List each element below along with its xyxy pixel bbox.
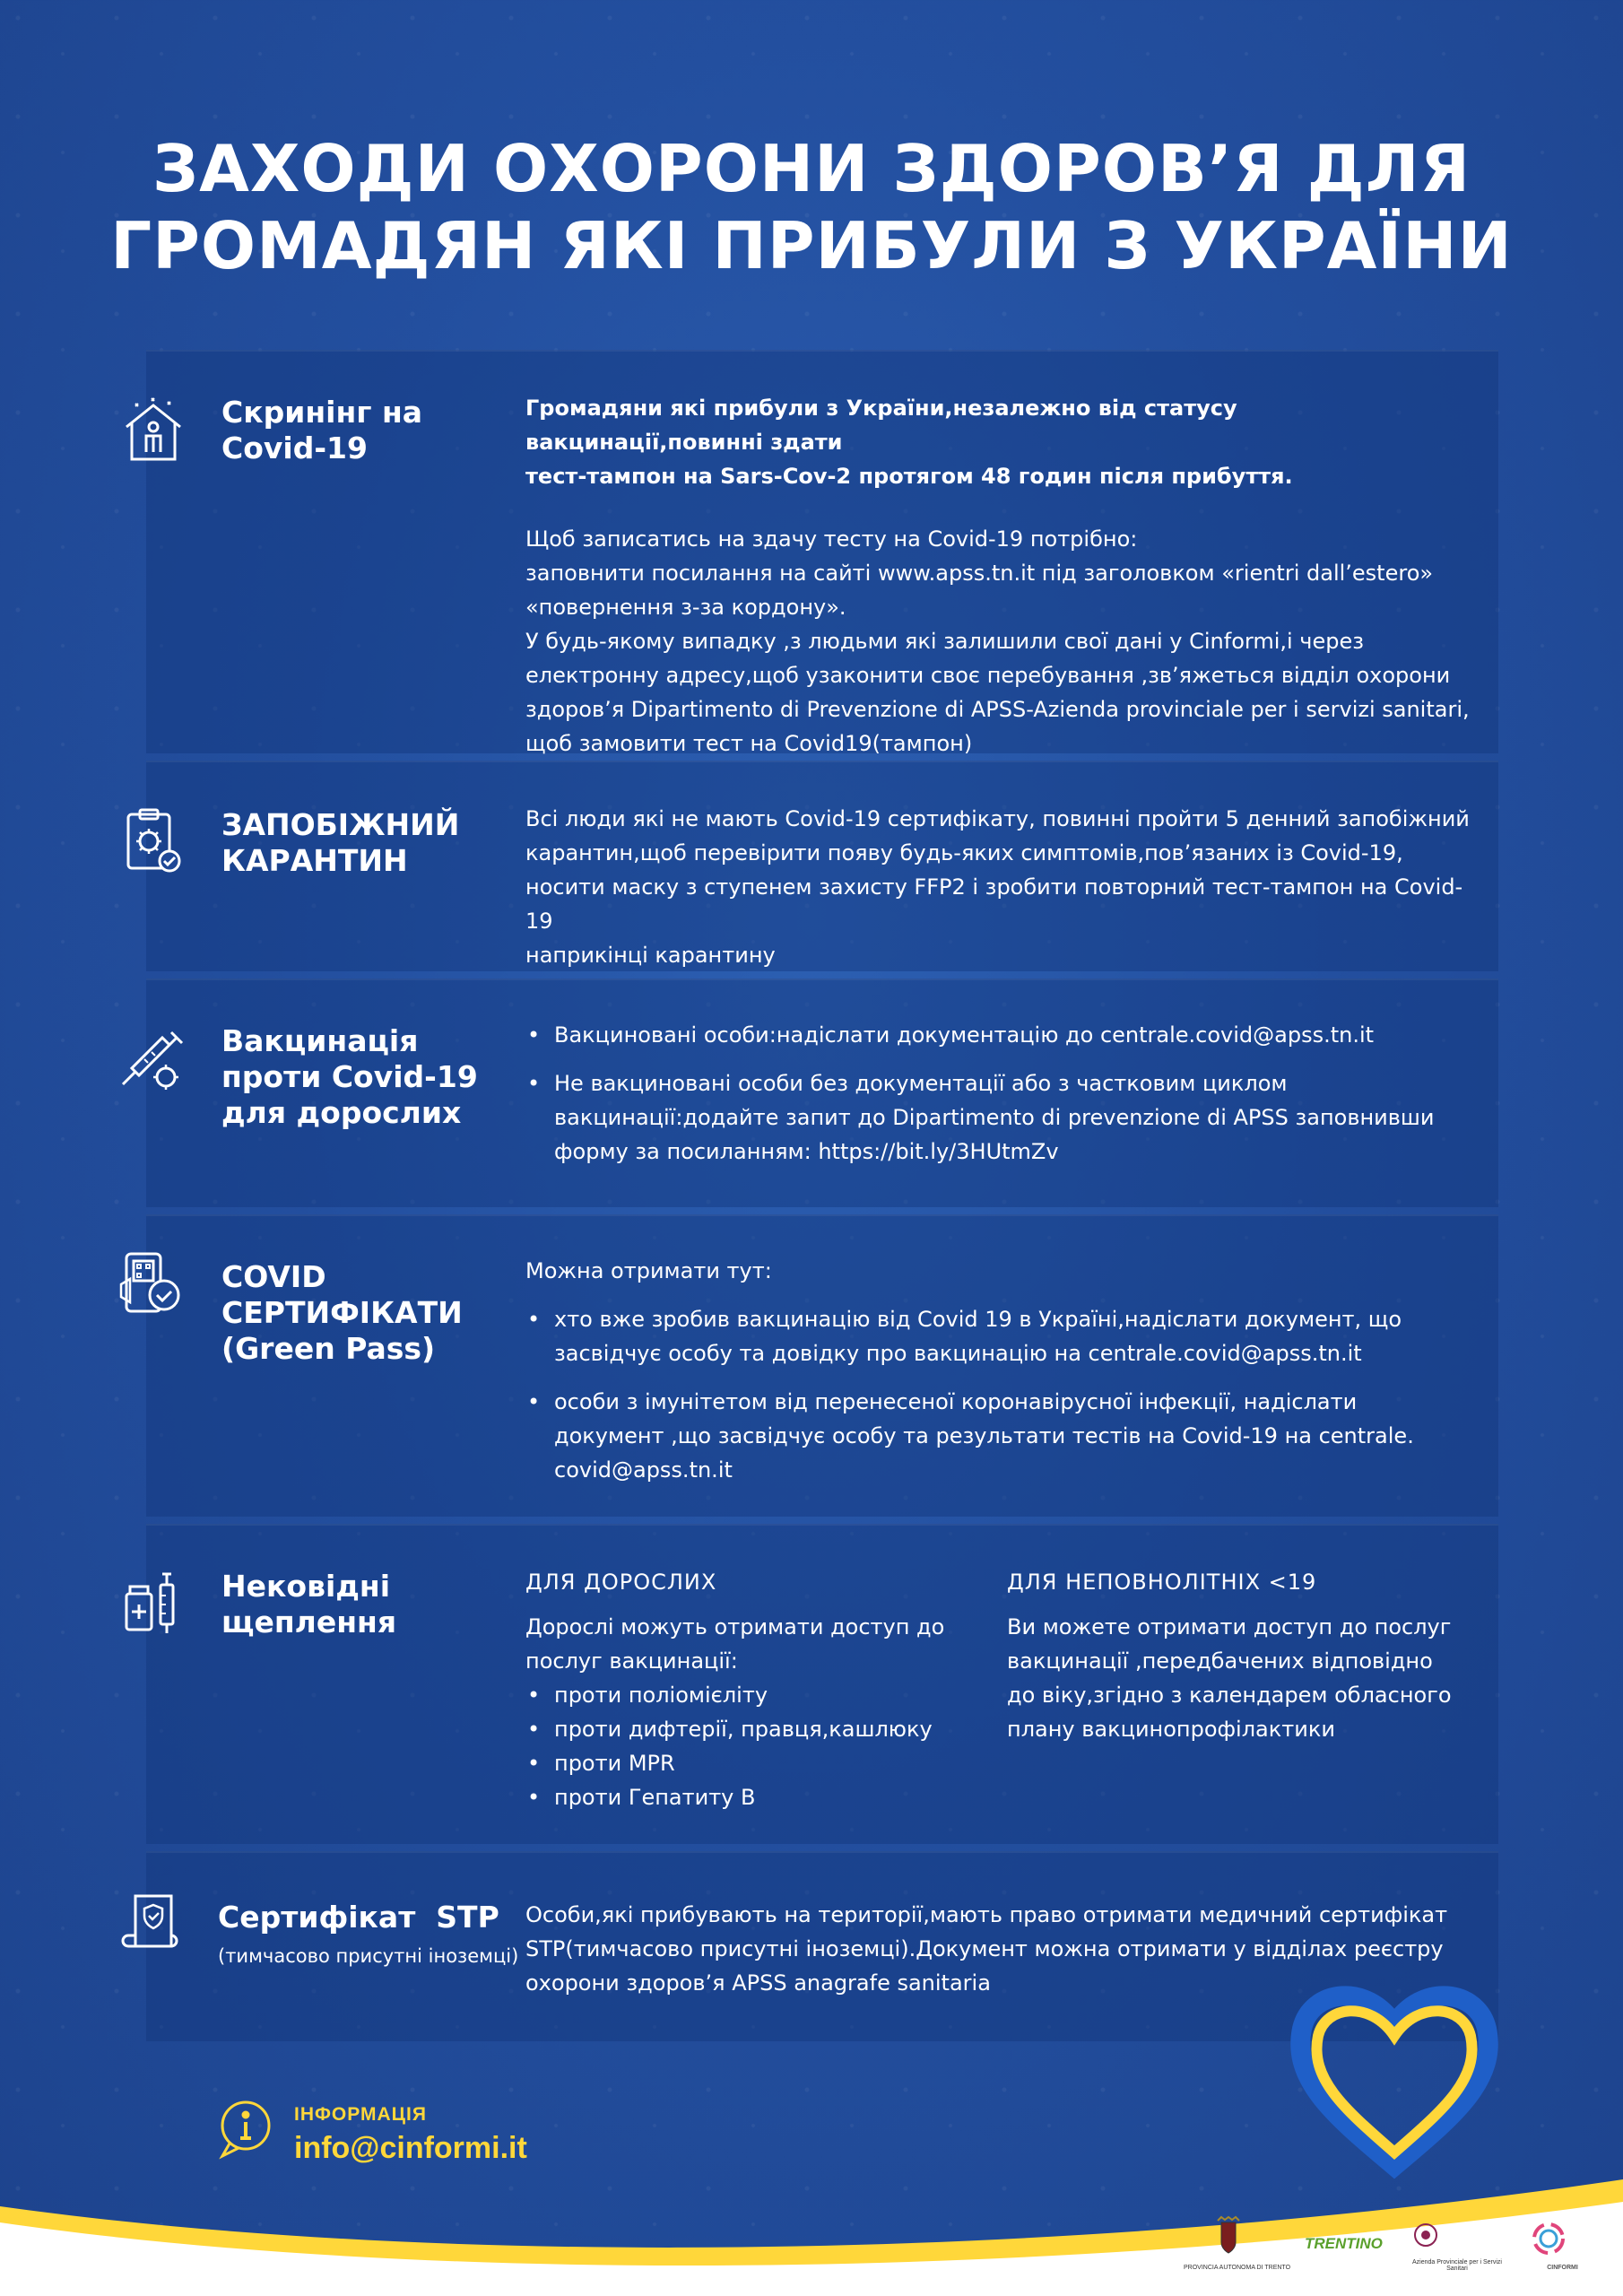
logo-provincia-trento <box>1184 2215 1291 2278</box>
screening-line: електронну адресу,щоб узаконити своє перебування ,зв’яжеться відділ охорони <box>525 663 1451 688</box>
minors-line: вакцинації ,передбачених відповідно <box>1007 1648 1433 1674</box>
page-title <box>0 130 1623 284</box>
certificates-bullet1-line2: засвідчує особу та довідку про вакцинацію на centrale.covid@apss.tn.it <box>554 1341 1362 1366</box>
quarantine-line: Всі люди які не мають Covid-19 сертифікату, повинні пройти 5 денний запобіжний <box>525 806 1470 831</box>
section-certificates-title <box>221 1259 490 1367</box>
syringe-virus-icon <box>117 1025 189 1097</box>
info-label: ІНФОРМАЦІЯ <box>294 2104 427 2125</box>
mandatory-adults-column <box>525 1565 992 1814</box>
screening-bold-line2: тест-тампон на Sars-Cov-2 протягом 48 годин після прибуття. <box>525 464 1293 489</box>
certificates-intro: Можна отримати тут: <box>525 1258 772 1283</box>
screening-bold-line1: Громадяни які прибули з України,незалежно від статусу вакцинації,повинні здати <box>525 396 1237 455</box>
mandatory-title-line2: щеплення <box>221 1605 397 1639</box>
logo-cinformi <box>1529 2215 1596 2278</box>
adults-vaccine-item: • проти Гепатиту В <box>525 1780 992 1814</box>
vaccination-bullet2-line1: • Не вакциновані особи без документації або з частковим циклом <box>554 1071 1288 1096</box>
vaccination-bullet1-text: Вакциновані особи:надіслати документацію до centrale.covid@apss.tn.it <box>554 1022 1375 1048</box>
screening-line: щоб замовити тест на Covid19(тампон) <box>525 731 973 756</box>
screening-line: У будь-якому випадку ,з людьми які залишили свої дані у Cinformi,і через <box>525 629 1365 654</box>
certificates-bullet2-line2: документ ,що засвідчує особу та результати тестів на Covid-19 на centrale. <box>554 1423 1414 1448</box>
vaccine-vials-icon <box>117 1567 189 1639</box>
section-quarantine <box>146 761 1498 971</box>
vaccination-title-line2: проти Covid-19 <box>221 1059 478 1094</box>
partner-logos <box>1184 2215 1596 2278</box>
logo-trentino-text: TRENTINO <box>1305 2235 1383 2252</box>
screening-title-line2: Covid-19 <box>221 430 368 465</box>
quarantine-line: носити маску з ступенем захисту FFP2 і зробити повторний тест-тампон на Covid-19 <box>525 874 1463 934</box>
adults-vaccine-item: • проти дифтерії, правця,кашлюку <box>525 1712 992 1746</box>
adults-line1: Дорослі можуть отримати доступ до <box>525 1614 945 1639</box>
screening-line: «повернення з-за кордону». <box>525 595 846 620</box>
certificates-bullet1-line1: • хто вже зробив вакцинацію від Covid 19 в Україні,надіслати документ, що <box>554 1307 1402 1332</box>
section-screening-body <box>525 391 1476 761</box>
certificates-title-line2: СЕРТИФІКАТИ <box>221 1295 463 1330</box>
vaccination-bullet2-line2: вакцинації:додайте запит до Dipartimento di prevenzione di APSS заповнивши <box>554 1105 1435 1130</box>
page-title-line2: ГРОМАДЯН ЯКІ ПРИБУЛИ З УКРАЇНИ <box>110 208 1513 283</box>
section-mandatory <box>146 1524 1498 1844</box>
adults-vaccine-item: • проти MPR <box>525 1746 992 1780</box>
house-person-icon <box>117 395 189 466</box>
certificates-title-line3: (Green Pass) <box>221 1331 436 1366</box>
section-certificates-body <box>525 1254 1476 1487</box>
section-stp-title <box>218 1900 523 1970</box>
stp-line: STP(тимчасово присутні іноземці).Документ можна отримати у відділах реєстру <box>525 1936 1444 1961</box>
adults-line2: послуг вакцинації: <box>525 1648 738 1674</box>
quarantine-line: наприкінці карантину <box>525 943 776 968</box>
section-screening <box>146 350 1498 756</box>
logo-apss <box>1408 2215 1506 2278</box>
section-screening-title <box>221 395 490 466</box>
section-vaccination-title <box>221 1023 490 1131</box>
stp-line: охорони здоров’я APSS anagrafe sanitaria <box>525 1970 991 1996</box>
logo-cinformi-text: CINFORMI <box>1547 2265 1578 2271</box>
screening-line: здоров’я Dipartimento di Prevenzione di APSS-Azienda provinciale per i servizi sanitari, <box>525 697 1470 722</box>
screening-line: Щоб записатись на здачу тесту на Covid-19 потрібно: <box>525 526 1138 552</box>
adults-heading: ДЛЯ ДОРОСЛИХ <box>525 1570 717 1595</box>
mandatory-minors-column <box>1007 1565 1473 1746</box>
section-quarantine-body <box>525 802 1476 972</box>
screening-title-line1: Скринінг на <box>221 395 423 430</box>
minors-line: до віку,згідно з календарем обласного <box>1007 1683 1452 1708</box>
page-title-line1: ЗАХОДИ ОХОРОНИ ЗДОРОВ’Я ДЛЯ <box>152 131 1471 206</box>
vaccination-bullet2-line3: форму за посиланням: https://bit.ly/3HUtmZv <box>554 1139 1059 1164</box>
info-speech-bubble-icon <box>213 2097 278 2161</box>
section-mandatory-title <box>221 1569 490 1640</box>
section-vaccination <box>146 978 1498 1207</box>
certificates-bullet <box>525 1385 1476 1487</box>
section-vaccination-body <box>525 1018 1476 1169</box>
certificates-bullet2-line1: • особи з імунітетом від перенесеної коронавірусної інфекції, надіслати <box>554 1389 1358 1414</box>
phone-certificate-icon <box>117 1248 189 1320</box>
logo-trentino <box>1305 2215 1383 2278</box>
quarantine-title-line2: КАРАНТИН <box>221 843 408 878</box>
stp-line: Особи,які прибувають на території,мають право отримати медичний сертифікат <box>525 1902 1448 1927</box>
adults-vaccine-item: • проти поліомієліту <box>525 1678 992 1712</box>
ukraine-heart-emblem <box>1282 1973 1506 2179</box>
certificates-bullet2-line3: covid@apss.tn.it <box>554 1457 733 1483</box>
logo-apss-text: Azienda Provinciale per i Servizi Sanitari <box>1412 2259 1502 2272</box>
section-quarantine-title <box>221 807 490 879</box>
screening-line: заповнити посилання на сайті www.apss.tn.it під заголовком «rientri dall’estero» <box>525 561 1434 586</box>
minors-line: Ви можете отримати доступ до послуг <box>1007 1614 1452 1639</box>
quarantine-line: карантин,щоб перевірити появу будь-яких симптомів,пов’язаних із Covid-19, <box>525 840 1403 865</box>
section-certificates <box>146 1214 1498 1517</box>
vaccination-bullet <box>525 1018 1476 1052</box>
minors-heading: ДЛЯ НЕПОВНОЛІТНІХ <19 <box>1007 1570 1317 1595</box>
certificates-bullet <box>525 1302 1476 1370</box>
vaccination-bullet <box>525 1066 1476 1169</box>
minors-line: плану вакцинопрофілактики <box>1007 1717 1335 1742</box>
info-email-link[interactable]: info@cinformi.it <box>294 2131 527 2165</box>
certificate-scroll-icon <box>117 1889 189 1961</box>
stp-subtitle: (тимчасово присутні іноземці) <box>218 1945 519 1967</box>
certificates-title-line1: COVID <box>221 1259 326 1294</box>
logo-provincia-text: PROVINCIA AUTONOMA DI TRENTO <box>1184 2265 1291 2271</box>
stp-title: Сертифікат STP <box>218 1900 499 1935</box>
mandatory-title-line1: Нековідні <box>221 1569 391 1604</box>
clipboard-virus-icon <box>117 805 189 877</box>
vaccination-title-line3: для дорослих <box>221 1095 462 1130</box>
quarantine-title-line1: ЗАПОБІЖНИЙ <box>221 807 460 842</box>
vaccination-title-line1: Вакцинація <box>221 1023 419 1058</box>
